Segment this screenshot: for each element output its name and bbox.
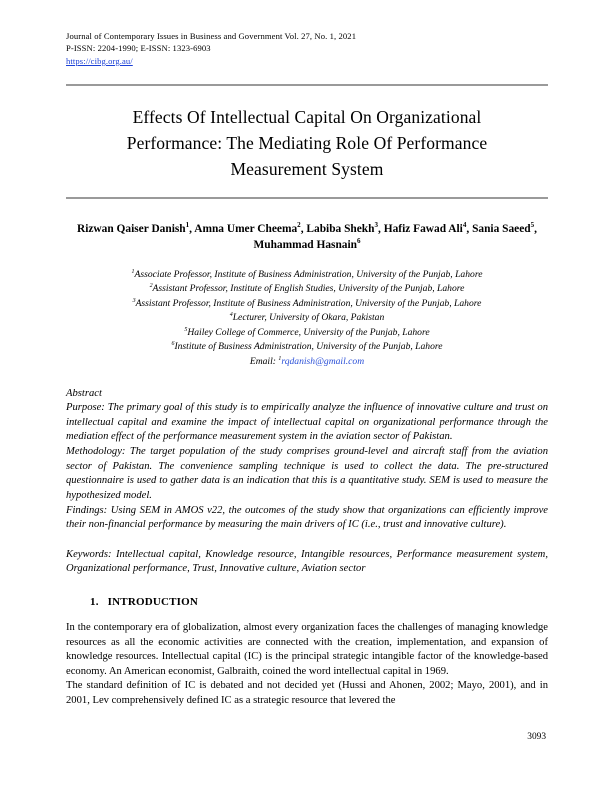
author-separator: , [534, 222, 538, 235]
abstract-heading: Abstract [66, 387, 102, 399]
author-marker: 1 [185, 220, 190, 229]
email-link[interactable]: rqdanish@gmail.com [281, 356, 365, 368]
author-name: Hafiz Fawad Ali [383, 222, 463, 235]
header-divider-top [66, 84, 548, 86]
affiliation-text: Hailey College of Commerce, University of the Punjab, Lahore [187, 326, 430, 338]
author-name: Amna Umer Cheema [194, 222, 298, 235]
affiliation-marker: 1 [131, 268, 135, 275]
email-marker: 1 [278, 355, 282, 362]
introduction-paragraph-1: In the contemporary era of globalization, almost every organization faces the challenges of managing knowledge resources as all the economic activities are connected with the creation, implementation, and expansion of knowledge resources. Intellectual capital (IC) is the principal strategic intangible factor of the knowledge-based economy. An American economist, Galbraith, coined the word intellectual capital in 1969. [66, 621, 548, 677]
affiliation-text: Assistant Professor, Institute of Business Administration, University of the Punjab, Lahore [135, 297, 482, 309]
header-divider-bottom [66, 197, 548, 199]
abstract-purpose: Purpose: The primary goal of this study is to empirically analyze the influence of innovative culture and trust on intellectual capital and examine the impact of intellectual capital on organizational performance through the mediation effect of the performance measurement system in the aviation sector of Pakistan. [66, 402, 548, 443]
author-marker: 4 [462, 220, 467, 229]
author-marker: 2 [297, 220, 301, 229]
affiliation-text: Associate Professor, Institute of Business Administration, University of the Punjab, Lahore [134, 268, 483, 280]
author-entry [472, 220, 535, 235]
author-list [66, 221, 548, 254]
affiliation-line [66, 311, 548, 326]
author-separator: , [300, 222, 307, 235]
author-name: Rizwan Qaiser Danish [76, 222, 186, 235]
abstract-findings: Findings: Using SEM in AMOS v22, the outcomes of the study show that organizations can efficiently improve their non-financial performance by measuring the main drivers of IC (i.e., trust and innovative culture). [66, 504, 548, 531]
author-separator: , [466, 222, 473, 235]
introduction-body [66, 621, 548, 709]
corresponding-email-line [66, 355, 548, 370]
journal-masthead [66, 30, 548, 67]
author-separator: , [189, 222, 195, 235]
journal-issn-line: P-ISSN: 2204-1990; E-ISSN: 1323-6903 [66, 43, 211, 54]
keywords-line: Keywords: Intellectual capital, Knowledge resource, Intangible resources, Performance measurement system, Organizational performance, Trust, Innovative culture, Aviation sector [66, 548, 548, 575]
author-marker: 3 [374, 220, 379, 229]
author-entry [194, 220, 301, 235]
author-separator: , [378, 222, 384, 235]
author-entry [76, 220, 190, 235]
page-content [66, 30, 548, 709]
introduction-heading [90, 596, 548, 608]
affiliation-marker: 5 [184, 326, 188, 333]
author-entry [383, 220, 467, 235]
author-entry [253, 239, 360, 251]
author-marker: 6 [356, 237, 361, 246]
abstract-section [66, 387, 548, 533]
section-title: INTRODUCTION [107, 595, 199, 608]
affiliation-list [66, 268, 548, 370]
author-name: Sania Saeed [472, 222, 531, 235]
affiliation-line [66, 297, 548, 312]
author-name: Muhammad Hasnain [253, 239, 357, 252]
email-label: Email: [249, 356, 276, 368]
affiliation-line [66, 340, 548, 355]
author-name: Labiba Shekh [306, 222, 375, 235]
affiliation-text: Assistant Professor, Institute of English Studies, University of the Punjab, Lahore [152, 283, 465, 295]
journal-url-link[interactable]: https://cibg.org.au/ [66, 55, 133, 66]
affiliation-line [66, 268, 548, 283]
introduction-paragraph-2: The standard definition of IC is debated and not decided yet (Hussi and Ahonen, 2002; Mayo, 2001), and in 2001, Lev comprehensively defined IC as a strategic resource that levered the [66, 680, 548, 706]
journal-title-line: Journal of Contemporary Issues in Business and Government Vol. 27, No. 1, 2021 [66, 31, 357, 41]
affiliation-marker: 4 [229, 312, 233, 319]
affiliation-marker: 2 [149, 282, 153, 289]
affiliation-marker: 6 [171, 341, 175, 348]
affiliation-text: Institute of Business Administration, University of the Punjab, Lahore [174, 341, 443, 353]
page-number: 3093 [527, 732, 546, 742]
affiliation-line [66, 326, 548, 341]
affiliation-line [66, 282, 548, 297]
author-marker: 5 [530, 220, 535, 229]
author-entry [306, 220, 379, 235]
affiliation-text: Lecturer, University of Okara, Pakistan [232, 312, 385, 324]
abstract-methodology: Methodology: The target population of the study comprises ground-level and aircraft staff from the aviation sector of Pakistan. The convenience sampling technique is used to collect the data. The pre-structured questionnaire is used to gather data is an indication that this is a quantitative study. SEM is used to measure the hypothesized model. [66, 446, 548, 501]
paper-title: Effects Of Intellectual Capital On Organizational Performance: The Mediating Role Of Performance Measurement System [126, 107, 488, 179]
journal-url-line [66, 55, 548, 67]
affiliation-marker: 3 [132, 297, 136, 304]
section-number: 1. [90, 595, 99, 608]
